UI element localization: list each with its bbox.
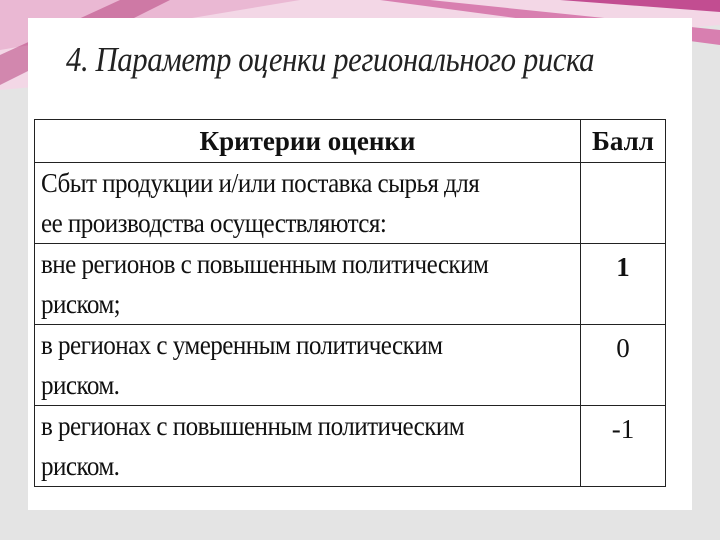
slide-title: 4. Параметр оценки регионального риска xyxy=(66,40,595,79)
score-cell: 0 xyxy=(581,325,666,406)
criterion-cell xyxy=(35,244,581,325)
criteria-table xyxy=(34,119,666,487)
slide xyxy=(28,18,692,510)
criterion-line: Сбыт продукции и/или поставка сырья для xyxy=(41,168,480,198)
criterion-line: в регионах с умеренным политическим xyxy=(41,330,443,360)
criterion-line: вне регионов с повышенным политическим xyxy=(41,249,489,279)
criterion-line: риском; xyxy=(41,289,121,319)
table-row xyxy=(35,406,666,487)
criterion-line: риском. xyxy=(41,370,120,400)
criterion-line: риском. xyxy=(41,451,120,481)
criterion-cell xyxy=(35,325,581,406)
criterion-cell xyxy=(35,406,581,487)
table-header-row xyxy=(35,120,666,163)
header-criteria: Критерии оценки xyxy=(35,120,581,163)
score-cell xyxy=(581,163,666,244)
header-score: Балл xyxy=(581,120,666,163)
criterion-line: ее производства осуществляются: xyxy=(41,208,387,238)
criterion-cell xyxy=(35,163,581,244)
table-row xyxy=(35,244,666,325)
table-row xyxy=(35,163,666,244)
score-cell: 1 xyxy=(581,244,666,325)
criterion-line: в регионах с повышенным политическим xyxy=(41,411,465,441)
table-row xyxy=(35,325,666,406)
score-cell: -1 xyxy=(581,406,666,487)
